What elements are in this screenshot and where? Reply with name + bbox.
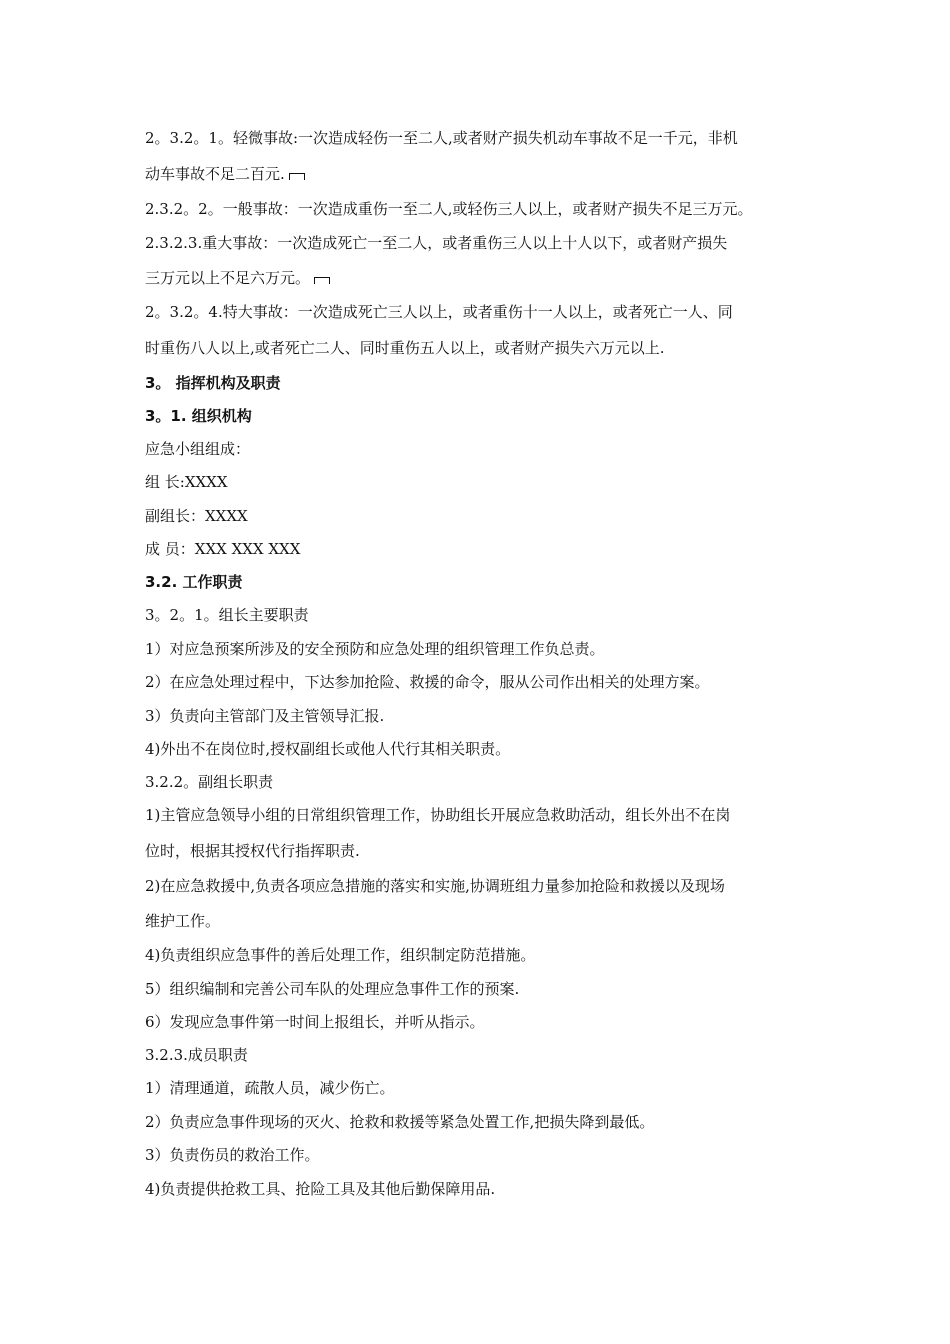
text-line-24: 维护工作。 — [145, 912, 221, 930]
paragraph-mark-icon — [289, 173, 305, 180]
paragraph-mark-icon — [314, 277, 330, 284]
text-line-29: 1）清理通道，疏散人员，减少伤亡。 — [145, 1079, 395, 1097]
text-line-3: 2.3.2。2。一般事故：一次造成重伤一至二人,或轻伤三人以上，或者财产损失不足三万元。 — [145, 200, 753, 218]
text-line-30: 2）负责应急事件现场的灭火、抢救和救援等紧急处置工作,把损失降到最低。 — [145, 1113, 655, 1131]
text-line-5-text: 三万元以上不足六万元。 — [145, 269, 311, 287]
text-line-32: 4)负责提供抢救工具、抢险工具及其他后勤保障用品. — [145, 1180, 496, 1198]
text-line-4: 2.3.2.3.重大事故：一次造成死亡一至二人，或者重伤三人以上十人以下，或者财产损失 — [145, 234, 728, 252]
text-line-1: 2。3.2。1。轻微事故:一次造成轻伤一至二人,或者财产损失机动车事故不足一千元，非机 — [145, 129, 738, 147]
text-line-15: 3。2。1。组长主要职责 — [145, 606, 309, 624]
text-line-23: 2)在应急救援中,负责各项应急措施的落实和实施,协调班组力量参加抢险和救援以及现场 — [145, 877, 725, 895]
text-line-25: 4)负责组织应急事件的善后处理工作，组织制定防范措施。 — [145, 946, 536, 964]
text-line-22: 位时，根据其授权代行指挥职责. — [145, 842, 360, 860]
text-line-11: 组 长:XXXX — [145, 473, 228, 491]
text-line-28: 3.2.3.成员职责 — [145, 1046, 248, 1064]
text-line-16: 1）对应急预案所涉及的安全预防和应急处理的组织管理工作负总责。 — [145, 640, 605, 658]
section-heading-3-2: 3.2. 工作职责 — [145, 573, 243, 591]
text-line-26: 5）组织编制和完善公司车队的处理应急事件工作的预案. — [145, 980, 520, 998]
text-line-13: 成 员：XXX XXX XXX — [145, 540, 301, 558]
text-line-31: 3）负责伤员的救治工作。 — [145, 1146, 320, 1164]
text-line-17: 2）在应急处理过程中，下达参加抢险、救援的命令，服从公司作出相关的处理方案。 — [145, 673, 710, 691]
text-line-20: 3.2.2。副组长职责 — [145, 773, 274, 791]
text-line-19: 4)外出不在岗位时,授权副组长或他人代行其相关职责。 — [145, 740, 511, 758]
text-line-5 — [145, 268, 330, 288]
text-line-6: 2。3.2。4.特大事故：一次造成死亡三人以上，或者重伤十一人以上，或者死亡一人、同 — [145, 303, 733, 321]
text-line-18: 3）负责向主管部门及主管领导汇报. — [145, 707, 385, 725]
section-heading-3: 3。 指挥机构及职责 — [145, 374, 281, 392]
text-line-2-text: 动车事故不足二百元. — [145, 165, 285, 183]
text-line-12: 副组长：XXXX — [145, 507, 248, 525]
text-line-21: 1)主管应急领导小组的日常组织管理工作，协助组长开展应急救助活动，组长外出不在岗 — [145, 806, 731, 824]
section-heading-3-1: 3。1. 组织机构 — [145, 407, 252, 425]
text-line-7: 时重伤八人以上,或者死亡二人、同时重伤五人以上，或者财产损失六万元以上. — [145, 339, 665, 357]
text-line-10: 应急小组组成： — [145, 440, 251, 458]
text-line-2 — [145, 164, 305, 184]
text-line-27: 6）发现应急事件第一时间上报组长，并听从指示。 — [145, 1013, 485, 1031]
